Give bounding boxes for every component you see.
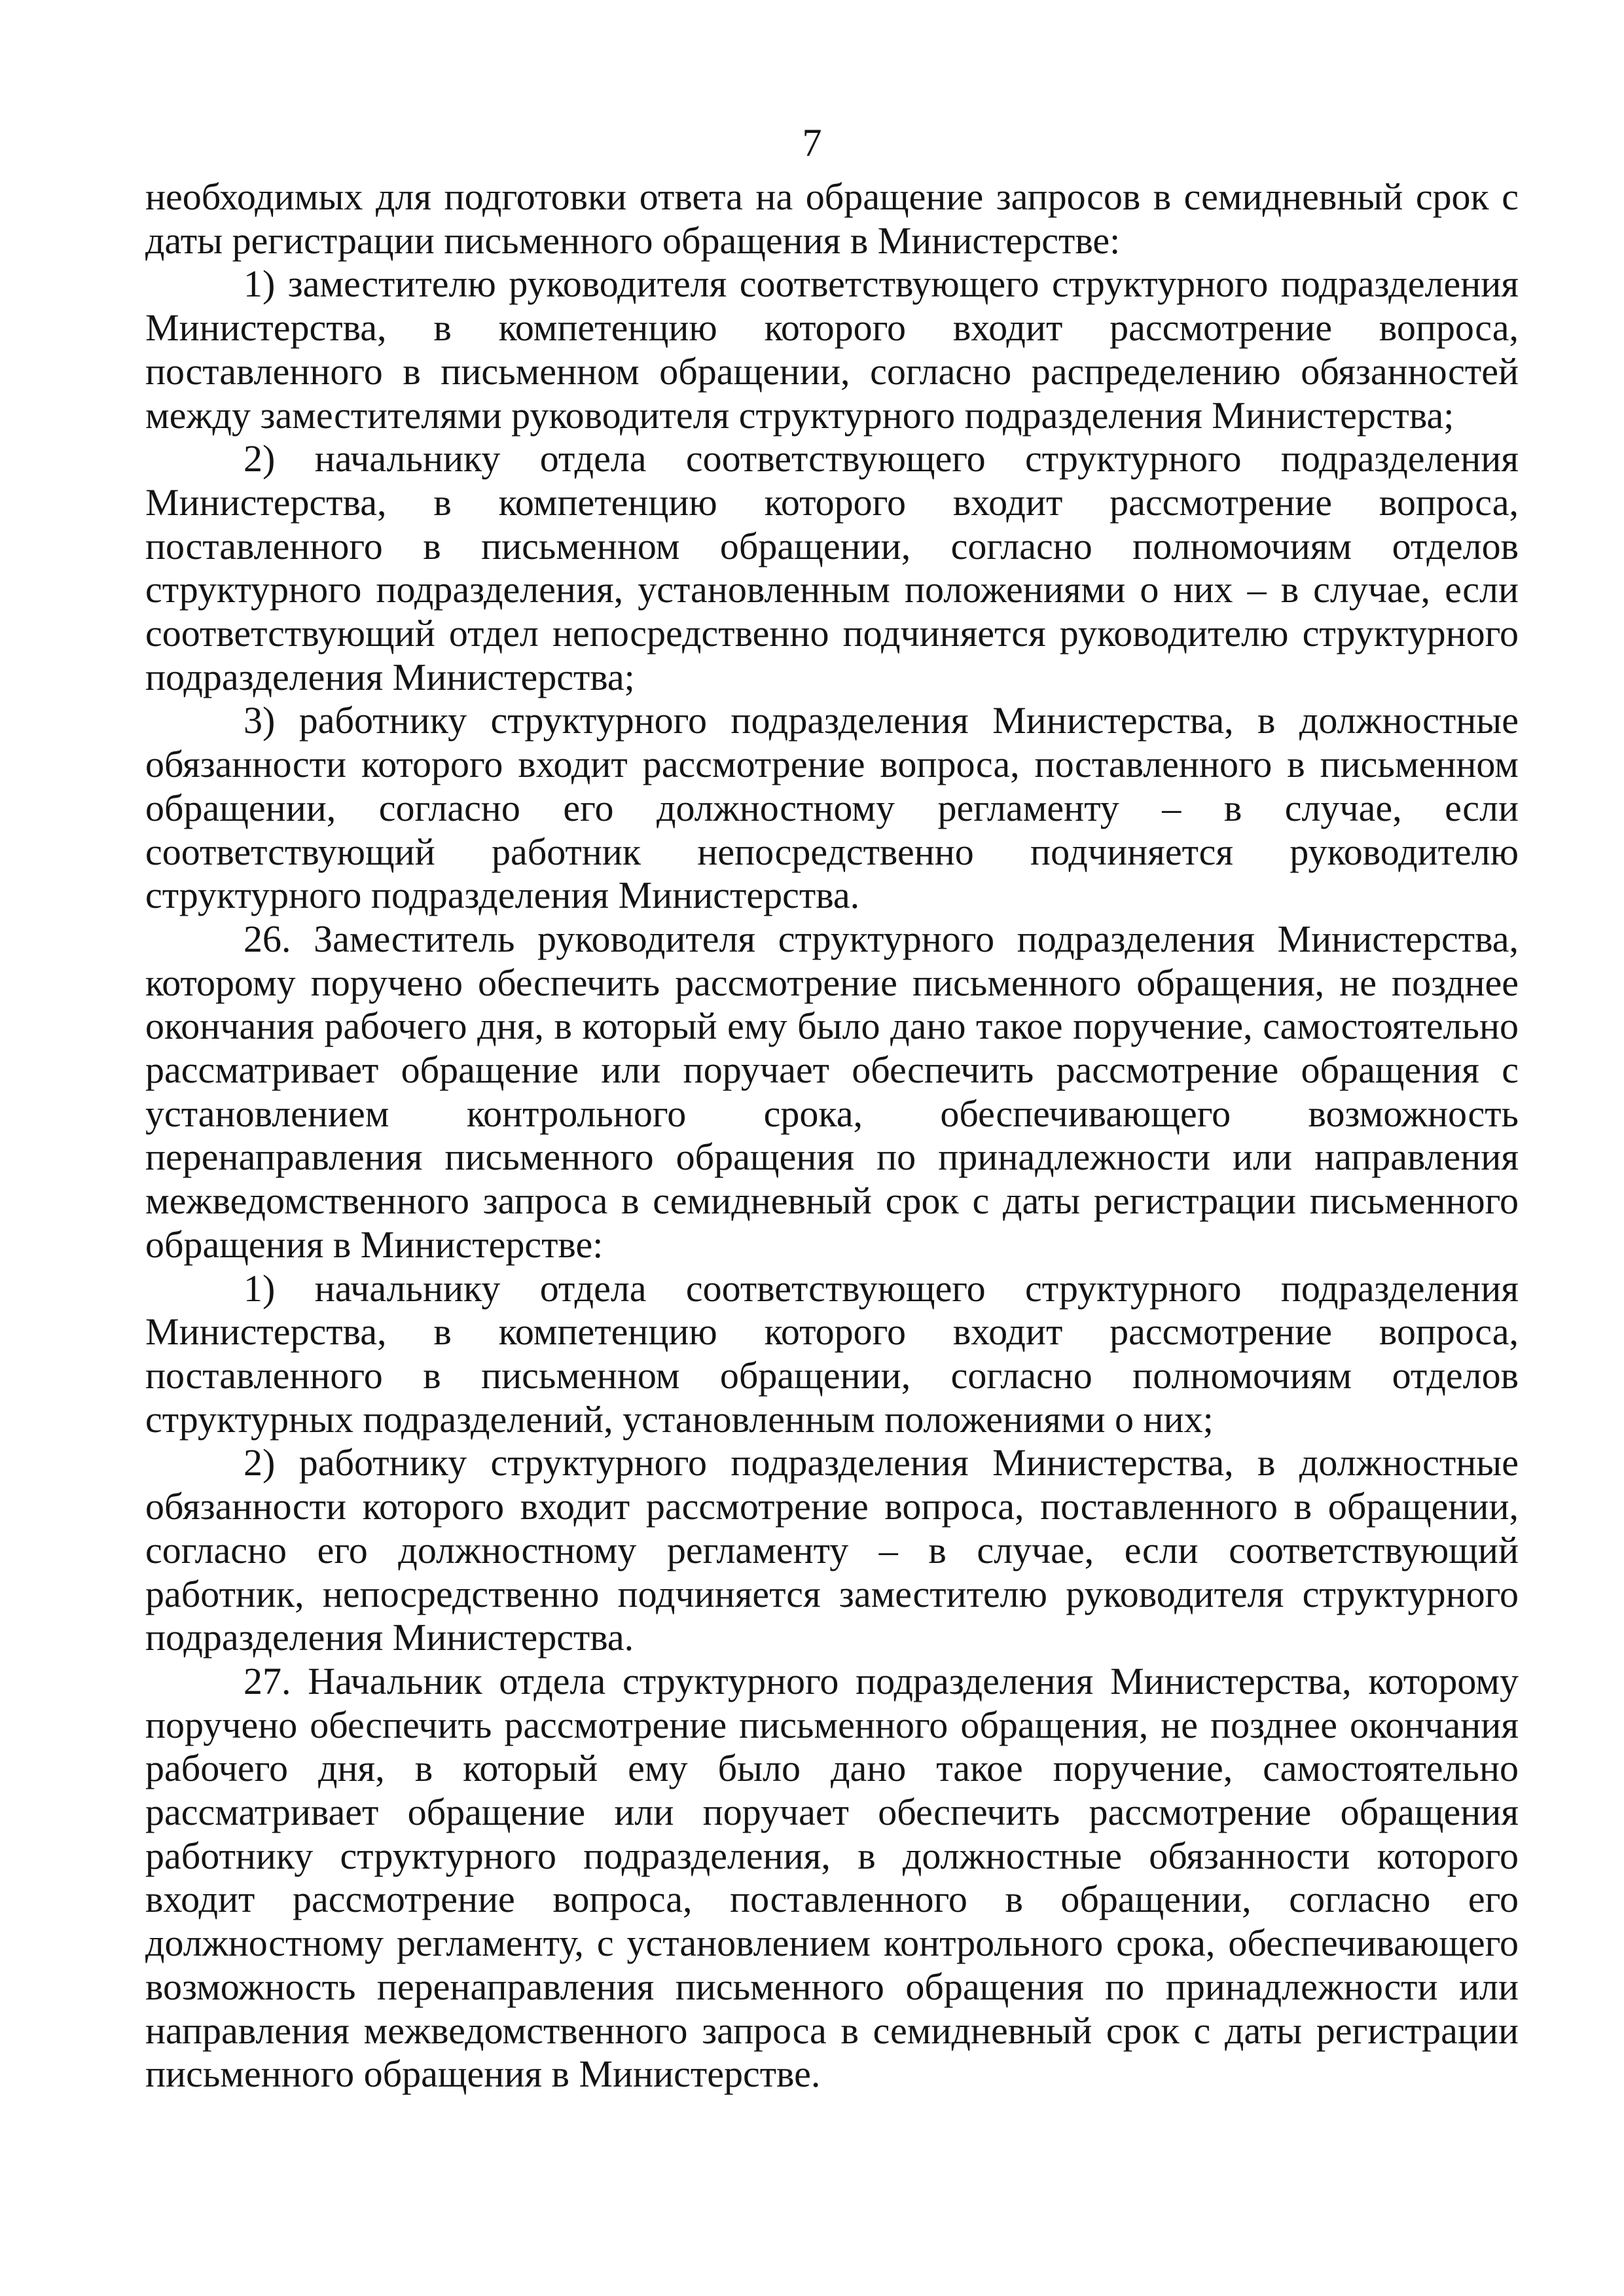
clause-27: 27. Начальник отдела структурного подразделения Министерства, которому поручено обеспечить рассмотрение письменного обращения, не позднее окончания рабочего дня, в который ему было дано такое поручение, самостоятельно рассматривает обращение или поручает обеспечить рассмотрение обращения работнику структурного подразделения, в должностные обязанности которого входит рассмотрение вопроса, поставленного в обращении, согласно его должностному регламенту, с установлением контрольного срока, обеспечивающего возможность перенаправления письменного обращения по принадлежности или направления межведомственного запроса в семидневный срок с даты регистрации письменного обращения в Министерстве. <box>145 1659 1519 2096</box>
clause-26-item-1: 1) начальнику отдела соответствующего структурного подразделения Министерства, в компетенцию которого входит рассмотрение вопроса, поставленного в письменном обращении, согласно полномочиям отделов структурных подразделений, установленным положениями о них; <box>145 1266 1519 1441</box>
clause-26-item-2: 2) работнику структурного подразделения Министерства, в должностные обязанности которого входит рассмотрение вопроса, поставленного в обращении, согласно его должностному регламенту – в случае, если соответствующий работник, непосредственно подчиняется заместителю руководителя структурного подразделения Министерства. <box>145 1441 1519 1659</box>
page-number: 7 <box>802 121 822 164</box>
paragraph-continuation: необходимых для подготовки ответа на обращение запросов в семидневный срок с даты регистрации письменного обращения в Министерстве: <box>145 175 1519 262</box>
document-body <box>145 175 1519 2096</box>
list-item-1-deputy-head: 1) заместителю руководителя соответствующего структурного подразделения Министерства, в компетенцию которого входит рассмотрение вопроса, поставленного в письменном обращении, согласно распределению обязанностей между заместителями руководителя структурного подразделения Министерства; <box>145 262 1519 437</box>
clause-26: 26. Заместитель руководителя структурного подразделения Министерства, которому поручено обеспечить рассмотрение письменного обращения, не позднее окончания рабочего дня, в который ему было дано такое поручение, самостоятельно рассматривает обращение или поручает обеспечить рассмотрение обращения с установлением контрольного срока, обеспечивающего возможность перенаправления письменного обращения по принадлежности или направления межведомственного запроса в семидневный срок с даты регистрации письменного обращения в Министерстве: <box>145 917 1519 1266</box>
list-item-3-employee: 3) работнику структурного подразделения Министерства, в должностные обязанности которого входит рассмотрение вопроса, поставленного в письменном обращении, согласно его должностному регламенту – в случае, если соответствующий работник непосредственно подчиняется руководителю структурного подразделения Министерства. <box>145 699 1519 917</box>
list-item-2-department-head: 2) начальнику отдела соответствующего структурного подразделения Министерства, в компетенцию которого входит рассмотрение вопроса, поставленного в письменном обращении, согласно полномочиям отделов структурного подразделения, установленным положениями о них – в случае, если соответствующий отдел непосредственно подчиняется руководителю структурного подразделения Министерства; <box>145 437 1519 698</box>
